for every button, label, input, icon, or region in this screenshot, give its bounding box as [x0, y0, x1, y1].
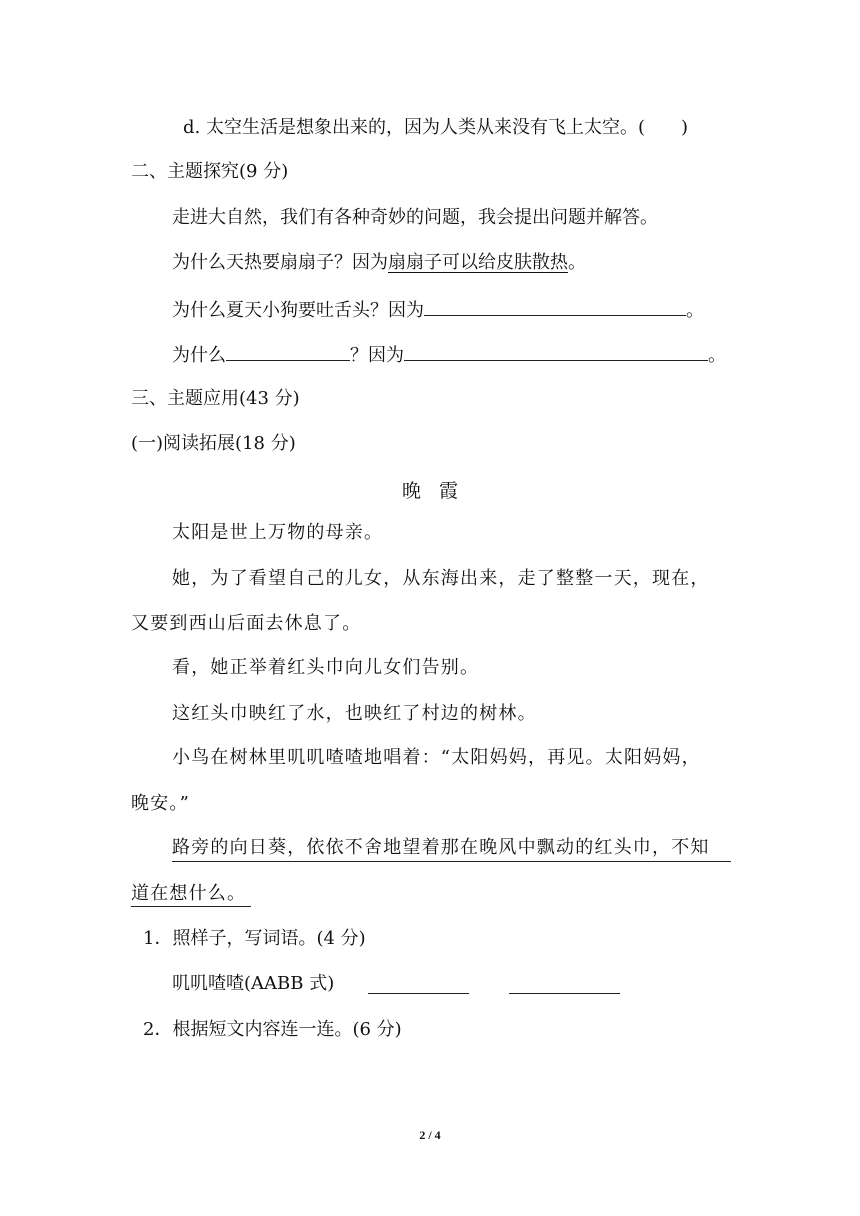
- page-number: 2 / 4: [419, 1128, 441, 1142]
- question-own: [172, 342, 726, 368]
- passage-paragraph-2-line-1: 她，为了看望自己的儿女，从东海出来，走了整整一天，现在，: [172, 568, 710, 589]
- dog-prefix: 为什么夏天小狗要吐舌头？因为: [172, 300, 424, 321]
- passage-paragraph-6-line-2: 道在想什么。: [131, 883, 247, 904]
- question-d: d. 太空生活是想象出来的，因为人类从来没有飞上太空。( ): [183, 117, 689, 138]
- section3-heading: 三、主题应用(43 分): [131, 388, 300, 409]
- section3-subheading: (一)阅读拓展(18 分): [131, 433, 296, 454]
- example-suffix: 。: [568, 252, 586, 273]
- paragraph-6-underline-2: [131, 906, 251, 907]
- passage-paragraph-5-line-1: 小鸟在树林里叽叽喳喳地唱着：“太阳妈妈，再见。太阳妈妈，: [172, 747, 701, 768]
- passage-paragraph-3: 看，她正举着红头巾向儿女们告别。: [172, 657, 480, 678]
- word-blank-1[interactable]: [368, 993, 469, 994]
- question-1-row: [172, 972, 334, 996]
- own-question-blank[interactable]: [226, 342, 350, 361]
- passage-paragraph-6-line-1: 路旁的向日葵，依依不舍地望着那在晚风中飘动的红头巾，不知: [172, 837, 710, 858]
- own-answer-blank[interactable]: [404, 342, 708, 361]
- question-1-example: 叽叽喳喳(AABB 式): [172, 973, 335, 994]
- word-blank-2[interactable]: [509, 993, 620, 994]
- example-prefix: 为什么天热要扇扇子？因为: [172, 252, 388, 273]
- question-1-title: 1．照样子，写词语。(4 分): [143, 928, 366, 949]
- passage-title: 晚霞: [401, 480, 476, 502]
- paragraph-6-underline-1: [172, 861, 731, 862]
- dog-answer-blank[interactable]: [424, 297, 686, 316]
- question-dog: [172, 297, 704, 323]
- own-suffix: 。: [708, 345, 726, 366]
- dog-suffix: 。: [686, 300, 704, 321]
- example-answer: 扇扇子可以给皮肤散热: [388, 252, 568, 273]
- example-question: [172, 251, 586, 275]
- section2-intro: 走进大自然，我们有各种奇妙的问题，我会提出问题并解答。: [172, 207, 658, 228]
- passage-paragraph-4: 这红头巾映红了水，也映红了村边的树林。: [172, 703, 537, 724]
- own-prefix: 为什么: [172, 345, 226, 366]
- passage-paragraph-5-line-2: 晚安。”: [131, 793, 191, 814]
- own-middle: ？因为: [350, 345, 404, 366]
- passage-paragraph-2-line-2: 又要到西山后面去休息了。: [131, 613, 362, 634]
- passage-paragraph-1: 太阳是世上万物的母亲。: [172, 522, 384, 543]
- question-2-title: 2．根据短文内容连一连。(6 分): [143, 1019, 402, 1040]
- section2-heading: 二、主题探究(9 分): [131, 161, 289, 182]
